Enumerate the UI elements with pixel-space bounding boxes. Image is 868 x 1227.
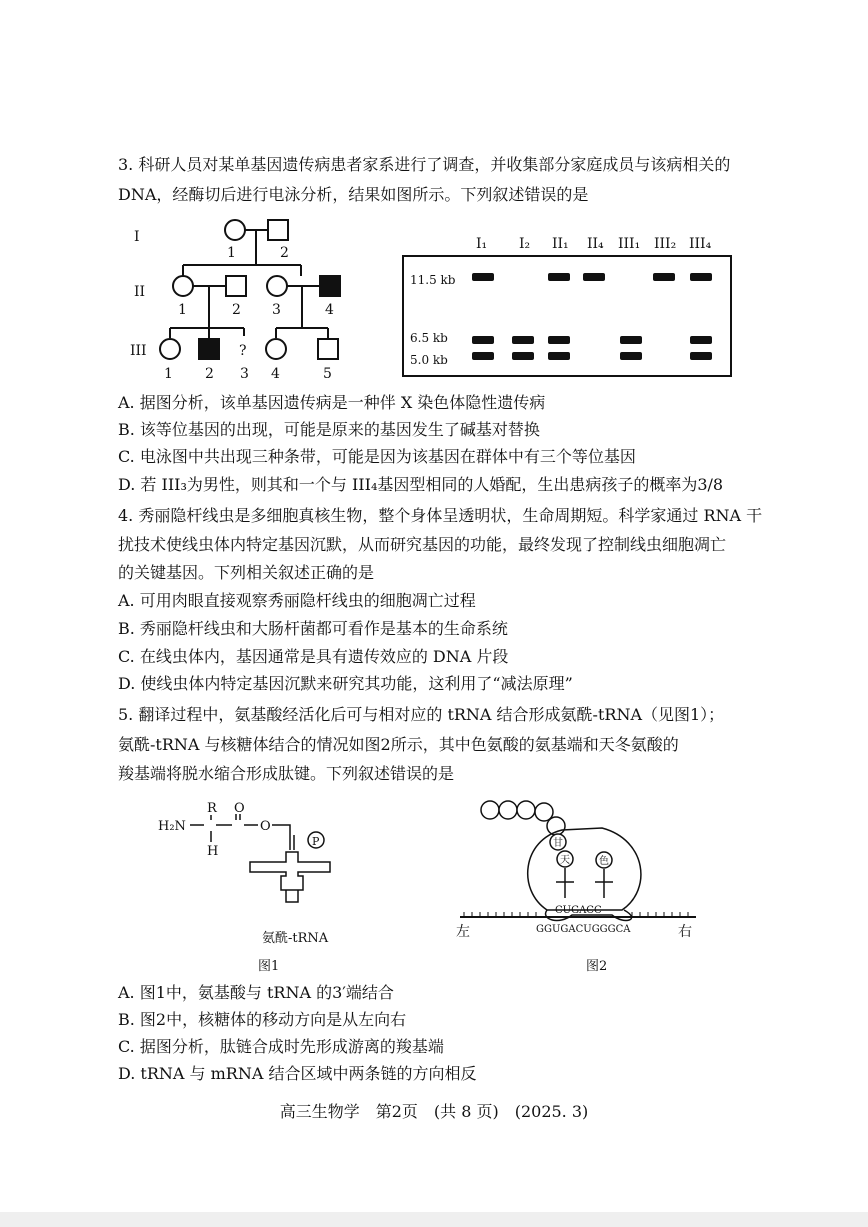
pedigree-II2 (226, 276, 246, 296)
page-footer: 高三生物学 第2页 (共 8 页) (2025. 3) (279, 1102, 589, 1121)
pedigree-II1 (173, 276, 193, 296)
q4-option-a: A. 可用肉眼直接观察秀丽隐杆线虫的细胞凋亡过程 (118, 591, 476, 610)
q5-stem-line-3: 羧基端将脱水缩合形成肽键。下列叙述错误的是 (118, 764, 455, 783)
pedigree-I1 (225, 220, 245, 240)
lane-label-III4: III₄ (689, 236, 712, 252)
band (620, 352, 642, 360)
q3-stem-line-1: 3. 科研人员对某单基因遗传病患者家系进行了调查，并收集部分家庭成员与该病相关的 (118, 155, 731, 174)
q5-option-b: B. 图2中，核糖体的移动方向是从左向右 (118, 1010, 407, 1029)
q5-stem-line-1: 5. 翻译过程中，氨基酸经活化后可与相对应的 tRNA 结合形成氨酰-tRNA（见图1）； (118, 705, 725, 724)
gen-label-II: II (134, 284, 146, 300)
q5-option-c: C. 据图分析，肽链合成时先形成游离的羧基端 (118, 1037, 444, 1056)
q4-option-b: B. 秀丽隐杆线虫和大肠杆菌都可看作是基本的生命系统 (118, 619, 508, 638)
band (548, 273, 570, 281)
pedigree-III1 (160, 339, 180, 359)
label-II4: 4 (325, 302, 334, 318)
label-III5: 5 (323, 366, 332, 382)
figure-2-ribosome (452, 790, 702, 980)
q3-option-c: C. 电泳图中共出现三种条带，可能是因为该基因在群体中有三个等位基因 (118, 447, 636, 466)
trp-label: 色 (599, 856, 609, 867)
pedigree-III4 (266, 339, 286, 359)
q4-stem-line-1: 4. 秀丽隐杆线虫是多细胞真核生物，整个身体呈透明状，生命周期短。科学家通过 RNA 干 (118, 506, 763, 525)
figure-1-caption: 图1 (258, 959, 280, 974)
q5-option-a: A. 图1中，氨基酸与 tRNA 的3′端结合 (118, 983, 394, 1002)
q5-option-d: D. tRNA 与 mRNA 结合区域中两条链的方向相反 (118, 1064, 477, 1083)
band (620, 336, 642, 344)
q4-option-c: C. 在线虫体内，基因通常是具有遗传效应的 DNA 片段 (118, 647, 509, 666)
pedigree-II4 (320, 276, 340, 296)
lane-label-I2: I₂ (519, 236, 531, 252)
h-label: H (207, 844, 219, 859)
mrna-seq: GGUGACUGGGCA (536, 924, 631, 935)
gen-label-III: III (130, 343, 147, 359)
pedigree-III5 (318, 339, 338, 359)
label-III2: 2 (205, 366, 214, 382)
label-III4: 4 (271, 366, 280, 382)
q3-option-a: A. 据图分析，该单基因遗传病是一种伴 X 染色体隐性遗传病 (118, 393, 546, 412)
band (690, 273, 712, 281)
gly-label: 甘 (553, 838, 563, 849)
band (548, 352, 570, 360)
q3-option-d: D. 若 III₃为男性，则其和一个与 III₄基因型相同的人婚配，生出患病孩子的概率为3/8 (118, 475, 724, 494)
band (472, 336, 494, 344)
lane-label-I1: I₁ (476, 236, 488, 252)
band (472, 273, 494, 281)
direction-left: 左 (456, 924, 470, 940)
size-label-11-5: 11.5 kb (410, 273, 456, 287)
q3-stem-line-2: DNA，经酶切后进行电泳分析，结果如图所示。下列叙述错误的是 (118, 185, 589, 204)
q5-stem-line-2: 氨酰-tRNA 与核糖体结合的情况如图2所示，其中色氨酸的氨基端和天冬氨酸的 (118, 735, 679, 754)
pedigree-II3 (267, 276, 287, 296)
band (548, 336, 570, 344)
q4-stem-line-2: 扰技术使线虫体内特定基因沉默，从而研究基因的功能，最终发现了控制线虫细胞凋亡 (118, 535, 727, 554)
band (472, 352, 494, 360)
pedigree-chart (120, 210, 370, 385)
label-II3: 3 (272, 302, 281, 318)
figure-1-aminoacyl-trna (150, 790, 370, 980)
unknown-mark: ? (239, 343, 247, 359)
scan-edge (0, 1212, 868, 1227)
band (583, 273, 605, 281)
label-III3: 3 (240, 366, 249, 382)
gel-electrophoresis (398, 226, 736, 381)
lane-label-II4: II₄ (587, 236, 604, 252)
aminoacyl-trna-name: 氨酰-tRNA (262, 931, 329, 946)
band (653, 273, 675, 281)
asp-label: 天 (560, 855, 570, 866)
lane-label-II1: II₁ (552, 236, 569, 252)
carbonyl-o-label: O (234, 801, 245, 816)
label-III1: 1 (164, 366, 173, 382)
label-I1: 1 (227, 245, 236, 261)
amino-group-label: H₂N (158, 819, 186, 834)
phosphate-label: P (312, 835, 320, 848)
gen-label-I: I (134, 229, 140, 245)
band (690, 336, 712, 344)
q4-stem-line-3: 的关键基因。下列相关叙述正确的是 (118, 563, 375, 582)
size-label-5-0: 5.0 kb (410, 353, 448, 367)
label-II1: 1 (178, 302, 187, 318)
ester-o-label: O (260, 819, 271, 834)
lane-label-III2: III₂ (654, 236, 677, 252)
r-group-label: R (207, 801, 217, 816)
q3-option-b: B. 该等位基因的出现，可能是原来的基因发生了碱基对替换 (118, 420, 540, 439)
pedigree-III2 (199, 339, 219, 359)
q4-option-d: D. 使线虫体内特定基因沉默来研究其功能，这利用了“减法原理” (118, 674, 573, 693)
size-label-6-5: 6.5 kb (410, 331, 448, 345)
direction-right: 右 (678, 924, 692, 940)
band (512, 336, 534, 344)
label-II2: 2 (232, 302, 241, 318)
anticodon-seq: CUGACC (555, 905, 602, 916)
band (512, 352, 534, 360)
band (690, 352, 712, 360)
label-I2: 2 (280, 245, 289, 261)
figure-2-caption: 图2 (586, 959, 608, 974)
lane-label-III1: III₁ (618, 236, 641, 252)
pedigree-I2 (268, 220, 288, 240)
